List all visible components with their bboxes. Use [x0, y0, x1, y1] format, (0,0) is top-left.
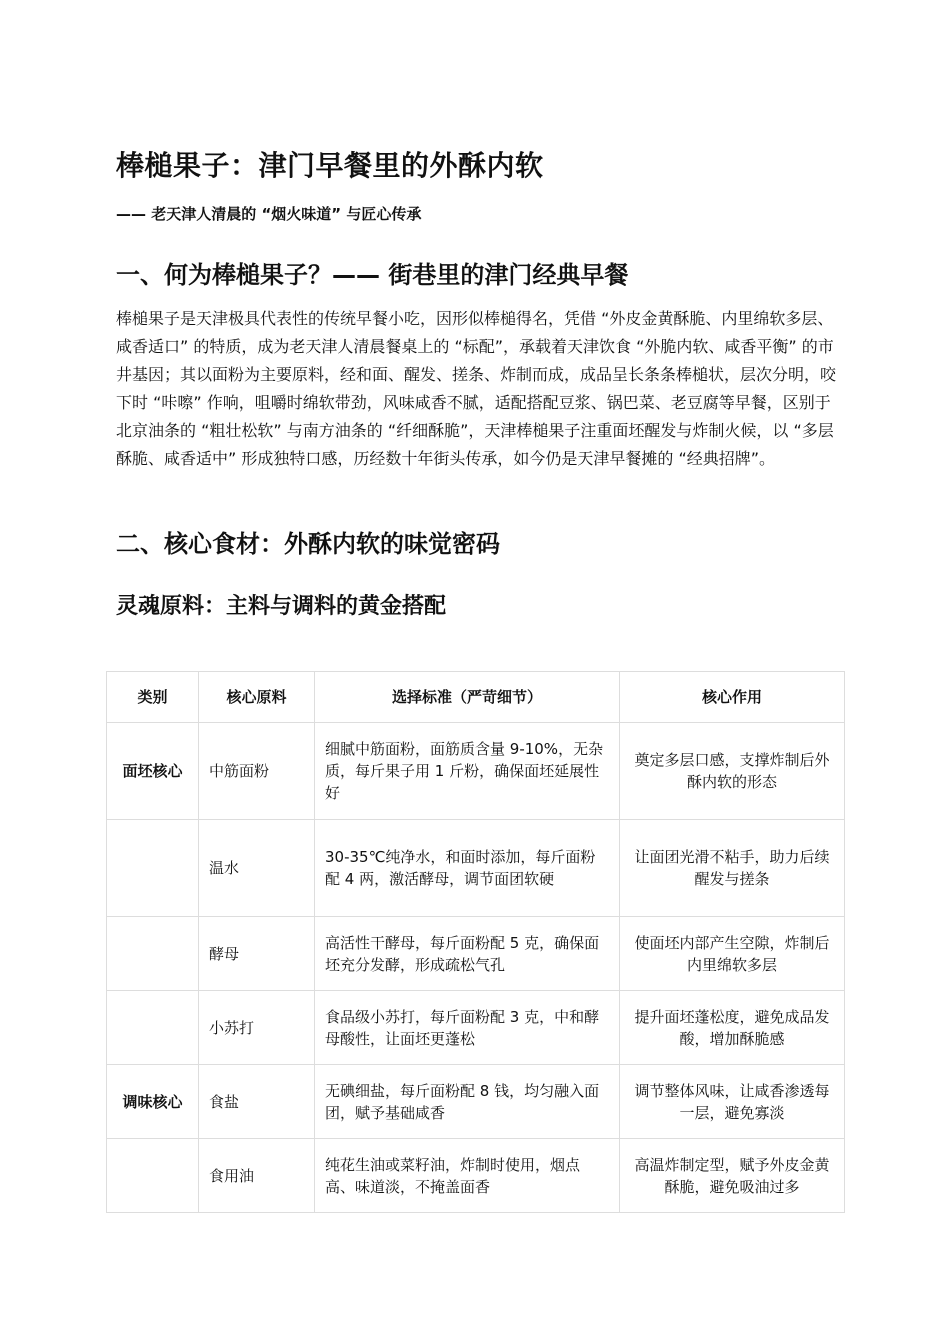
table-row — [107, 820, 845, 917]
criteria-cell: 细腻中筋面粉，面筋质含量 9-10%，无杂质，每斤果子用 1 斤粉，确保面坯延展性好 — [315, 723, 620, 820]
table-row — [107, 991, 845, 1065]
section1-heading: 一、何为棒槌果子？—— 街巷里的津门经典早餐 — [116, 261, 629, 289]
category-cell — [107, 1139, 199, 1213]
table-header-cell: 类别 — [107, 672, 199, 723]
role-cell: 奠定多层口感，支撑炸制后外酥内软的形态 — [620, 723, 845, 820]
section1-paragraph: 棒槌果子是天津极具代表性的传统早餐小吃，因形似棒槌得名，凭借 “外皮金黄酥脆、内里绵软多层、咸香适口” 的特质，成为老天津人清晨餐桌上的 “标配”，承载着天津饮食 “外脆内软、咸香平衡” 的市井基因；其以面粉为主要原料，经和面、醒发、搓条、炸制而成，成品呈长条条棒槌状，层次分明，咬下时 “咔嚓” 作响，咀嚼时绵软带劲，风味咸香不腻，适配搭配豆浆、锅巴菜、老豆腐等早餐，区别于北京油条的 “粗壮松软” 与南方油条的 “纤细酥脆”，天津棒槌果子注重面坯醒发与炸制火候，以 “多层酥脆、咸香适中” 形成独特口感，历经数十年街头传承，如今仍是天津早餐摊的 “经典招牌”。 — [116, 309, 837, 468]
ingredient-cell: 食用油 — [199, 1139, 315, 1213]
ingredient-cell: 食盐 — [199, 1065, 315, 1139]
ingredient-cell: 小苏打 — [199, 991, 315, 1065]
ingredient-cell: 温水 — [199, 820, 315, 917]
document-subtitle: —— 老天津人清晨的 “烟火味道” 与匠心传承 — [116, 205, 422, 223]
document-title: 棒槌果子：津门早餐里的外酥内软 — [116, 149, 544, 182]
table-row — [107, 1139, 845, 1213]
table-header-cell: 选择标准（严苛细节） — [315, 672, 620, 723]
section2-heading: 二、核心食材：外酥内软的味觉密码 — [116, 530, 500, 558]
table-row — [107, 1065, 845, 1139]
category-cell — [107, 917, 199, 991]
section2-subheading: 灵魂原料：主料与调料的黄金搭配 — [116, 594, 447, 619]
table-header-cell: 核心原料 — [199, 672, 315, 723]
category-cell: 调味核心 — [107, 1065, 199, 1139]
ingredients-table — [106, 671, 845, 1213]
table-row — [107, 723, 845, 820]
role-cell: 使面坯内部产生空隙，炸制后内里绵软多层 — [620, 917, 845, 991]
criteria-cell: 无碘细盐，每斤面粉配 8 钱，均匀融入面团，赋予基础咸香 — [315, 1065, 620, 1139]
criteria-cell: 食品级小苏打，每斤面粉配 3 克，中和酵母酸性，让面坯更蓬松 — [315, 991, 620, 1065]
ingredient-cell: 酵母 — [199, 917, 315, 991]
role-cell: 让面团光滑不粘手，助力后续醒发与搓条 — [620, 820, 845, 917]
criteria-cell: 高活性干酵母，每斤面粉配 5 克，确保面坯充分发酵，形成疏松气孔 — [315, 917, 620, 991]
category-cell: 面坯核心 — [107, 723, 199, 820]
table-header-cell: 核心作用 — [620, 672, 845, 723]
table-header-row — [107, 672, 845, 723]
role-cell: 高温炸制定型，赋予外皮金黄酥脆，避免吸油过多 — [620, 1139, 845, 1213]
category-cell — [107, 820, 199, 917]
criteria-cell: 纯花生油或菜籽油，炸制时使用，烟点高、味道淡，不掩盖面香 — [315, 1139, 620, 1213]
role-cell: 提升面坯蓬松度，避免成品发酸，增加酥脆感 — [620, 991, 845, 1065]
role-cell: 调节整体风味，让咸香渗透每一层，避免寡淡 — [620, 1065, 845, 1139]
category-cell — [107, 991, 199, 1065]
table-row — [107, 917, 845, 991]
criteria-cell: 30-35℃纯净水，和面时添加，每斤面粉配 4 两，激活酵母，调节面团软硬 — [315, 820, 620, 917]
ingredient-cell: 中筋面粉 — [199, 723, 315, 820]
